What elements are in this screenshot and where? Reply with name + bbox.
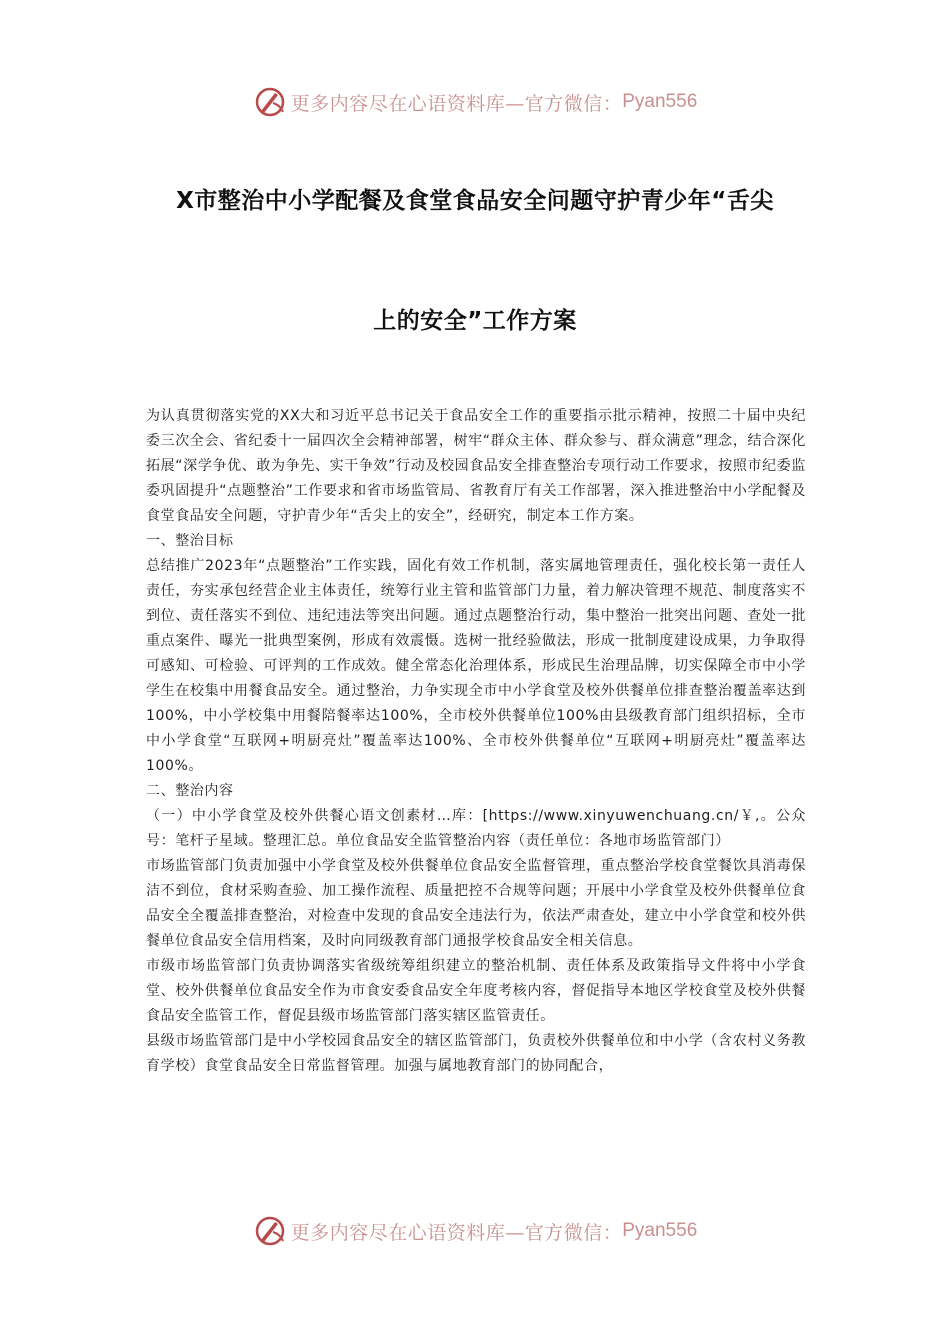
goals-paragraph: 总结推广2023年“点题整治”工作实践，固化有效工作机制，落实属地管理责任，强化校长第一责任人责任，夯实承包经营企业主体责任，统筹行业主管和监管部门力量，着力解决管理不规范、制度落实不到位、责任落实不到位、违纪违法等突出问题。通过点题整治行动，集中整治一批突出问题、查处一批重点案件、曝光一批典型案例，形成有效震慑。选树一批经验做法，形成一批制度建设成果，力争取得可感知、可检验、可评判的工作成效。健全常态化治理体系，形成民生治理品牌，切实保障全市中小学学生在校集中用餐食品安全。通过整治，力争实现全市中小学食堂及校外供餐单位排查整治覆盖率达到100%，中小学校集中用餐陪餐率达100%，全市校外供餐单位100%由县级教育部门组织招标，全市中小学食堂“互联网+明厨亮灶”覆盖率达100%、全市校外供餐单位“互联网+明厨亮灶”覆盖率达100%。	[146, 558, 806, 774]
banner-wechat-id: Pyan556	[622, 91, 698, 112]
pen-logo-icon	[253, 1214, 287, 1248]
market-supervision-paragraph: 市场监管部门负责加强中小学食堂及校外供餐单位食品安全监督管理，重点整治学校食堂餐饮具消毒保洁不到位，食材采购查验、加工操作流程、质量把控不合规等问题；开展中小学食堂及校外供餐单位食品安全全覆盖排查整治，对检查中发现的食品安全违法行为，依法严肃查处，建立中小学食堂和校外供餐单位食品安全信用档案，及时向同级教育部门通报学校食品安全相关信息。	[146, 858, 806, 949]
county-supervision-paragraph: 县级市场监管部门是中小学校园食品安全的辖区监管部门，负责校外供餐单位和中小学（含农村义务教育学校）食堂食品安全日常监督管理。加强与属地教育部门的协同配合，	[146, 1033, 806, 1074]
pen-logo-icon	[253, 85, 287, 119]
city-supervision-paragraph: 市级市场监管部门负责协调落实省级统筹组织建立的整治机制、责任体系及政策指导文件将中小学食堂、校外供餐单位食品安全作为市食安委食品安全年度考核内容，督促指导本地区学校食堂及校外供餐食品安全监管工作，督促县级市场监管部门落实辖区监管责任。	[146, 958, 806, 1024]
section-heading-goals: 一、整治目标	[146, 533, 234, 549]
footer-watermark-banner	[0, 1211, 950, 1251]
document-body	[146, 404, 806, 1079]
intro-paragraph: 为认真贯彻落实党的XX大和习近平总书记关于食品安全工作的重要指示批示精神，按照二十届中央纪委三次全会、省纪委十一届四次全会精神部署，树牢“群众主体、群众参与、群众满意”理念，结合深化拓展“深学争优、敢为争先、实干争效”行动及校园食品安全排查整治专项行动工作要求，按照市纪委监委巩固提升“点题整治”工作要求和省市场监管局、省教育厅有关工作部署，深入推进整治中小学配餐及食堂食品安全问题，守护青少年“舌尖上的安全”，经研究，制定本工作方案。	[146, 408, 806, 524]
document-title-line-1: X市整治中小学配餐及食堂食品安全问题守护青少年“舌尖	[176, 188, 774, 214]
banner-text: 更多内容尽在心语资料库—官方微信：	[290, 1221, 623, 1244]
subsection-heading-1: （一）中小学食堂及校外供餐心语文创素材…库：[https://www.xinyuwenchuang.cn/￥,。公众号：笔杆子星域。整理汇总。单位食品安全监管整治内容（责任单位：各地市场监管部门）	[146, 808, 806, 849]
header-watermark-banner	[0, 82, 950, 122]
document-title-line-2: 上的安全”工作方案	[373, 308, 577, 334]
banner-wechat-id: Pyan556	[622, 1220, 698, 1241]
banner-text: 更多内容尽在心语资料库—官方微信：	[290, 92, 623, 115]
section-heading-content: 二、整治内容	[146, 783, 234, 799]
